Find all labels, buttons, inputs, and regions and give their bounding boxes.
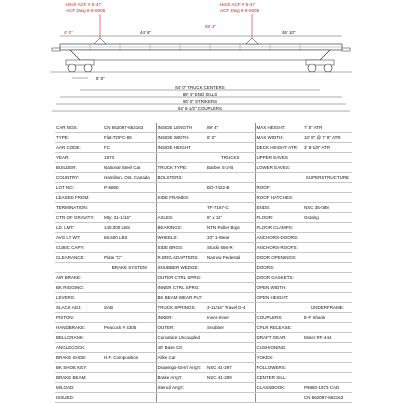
spec-cell bbox=[103, 383, 156, 393]
spec-cell: Plate "C" bbox=[103, 253, 156, 263]
spec-cell: Drawings-Gen'l Arrg't: bbox=[156, 363, 206, 373]
dim-truck-centers: 84' 0" TRUCK CENTERS bbox=[175, 85, 225, 90]
center-sill bbox=[70, 50, 330, 60]
spec-cell: BK RIGGING: bbox=[55, 283, 103, 293]
spec-cell bbox=[103, 243, 156, 253]
spec-cell: CTR OF GRAVITY: bbox=[55, 213, 103, 223]
dim-strikers: 90' 0" STRIKERS bbox=[182, 99, 218, 104]
spec-cell: ROOF HATCHES: bbox=[255, 193, 303, 203]
spec-row bbox=[55, 263, 352, 273]
spec-cell: LEASED FROM: bbox=[55, 193, 103, 203]
spec-cell bbox=[156, 153, 206, 163]
spec-cell: CN 662097-662163 bbox=[103, 123, 156, 133]
spec-cell: DECK HEIGHT ATR: bbox=[255, 143, 303, 153]
spec-cell: LOT NO: bbox=[55, 183, 103, 193]
spec-cell bbox=[206, 263, 255, 273]
spec-cell: LD. LMT: bbox=[55, 223, 103, 233]
spec-cell bbox=[303, 243, 352, 253]
spec-cell bbox=[206, 353, 255, 363]
spec-cell bbox=[103, 273, 156, 283]
dim-truck-wheelbase: 5' 8" bbox=[96, 76, 105, 81]
spec-row bbox=[55, 343, 352, 353]
spec-cell: INSIDE LENGTH bbox=[156, 123, 206, 133]
spec-cell: BUILDER: bbox=[55, 163, 103, 173]
spec-cell: ENDS: bbox=[255, 203, 303, 213]
spec-cell: Hamilton, Ont, Canada bbox=[103, 173, 156, 183]
spec-cell bbox=[103, 283, 156, 293]
spec-cell bbox=[156, 203, 206, 213]
spec-cell bbox=[303, 233, 352, 243]
spec-cell: 66,500 LBS bbox=[103, 233, 156, 243]
spec-cell bbox=[303, 193, 352, 203]
spec-cell: BEARINGS: bbox=[156, 223, 206, 233]
spec-cell: YOKES: bbox=[255, 353, 303, 363]
spec-cell bbox=[206, 293, 255, 303]
spec-row bbox=[55, 273, 352, 283]
spec-cell: CN 662097-662163 bbox=[303, 393, 352, 403]
spec-row bbox=[55, 373, 352, 383]
spec-cell: LEVERS: bbox=[55, 293, 103, 303]
spec-cell: TF-7167-C bbox=[206, 203, 255, 213]
spec-cell: ISSUED: bbox=[55, 393, 103, 403]
spec-cell: SIDE BRGS: bbox=[156, 243, 206, 253]
spec-cell: BO-7422-B bbox=[206, 183, 255, 193]
car-side-elevation bbox=[0, 0, 400, 122]
spec-cell: DOORS: bbox=[255, 263, 303, 273]
spec-cell bbox=[103, 203, 156, 213]
spec-cell: FLOOR CLAMPS: bbox=[255, 223, 303, 233]
spec-cell: SIDE FRAMES: bbox=[156, 193, 206, 203]
spec-cell: ROOF: bbox=[255, 183, 303, 193]
spec-row bbox=[55, 163, 352, 173]
spec-row bbox=[55, 243, 352, 253]
spec-cell bbox=[103, 333, 156, 343]
spec-cell: Mty: 31-1/16" bbox=[103, 213, 156, 223]
spec-cell: INNER CTRL SPRG: bbox=[156, 283, 206, 293]
spec-cell: 1973 bbox=[103, 153, 156, 163]
spec-row bbox=[55, 323, 352, 333]
spec-cell: CUBIC CAPY: bbox=[55, 243, 103, 253]
spec-cell bbox=[55, 263, 103, 273]
spec-cell bbox=[303, 253, 352, 263]
spec-row bbox=[55, 173, 352, 183]
spec-cell: 10' 8" @ 7' 8" ATR bbox=[303, 133, 352, 143]
spec-cell: 6" x 11" bbox=[206, 213, 255, 223]
spec-cell: CLASSBOOK: bbox=[255, 383, 303, 393]
spec-cell bbox=[206, 283, 255, 293]
spec-cell: 40' Base Ctr bbox=[156, 343, 206, 353]
spec-cell: P6860-1973 CAD bbox=[303, 383, 352, 393]
spec-cell bbox=[255, 393, 303, 403]
spec-cell: 3' 8-1/8" ATR bbox=[303, 143, 352, 153]
spec-cell: BRAKE SHOE: bbox=[55, 353, 103, 363]
spec-cell bbox=[303, 363, 352, 373]
dim-couplers: 92' 8-1/2" COUPLERS bbox=[178, 106, 222, 111]
spec-cell: Snubber bbox=[206, 323, 255, 333]
coupler-right bbox=[342, 48, 350, 51]
spec-cell: YEAR: bbox=[55, 153, 103, 163]
spec-cell: SUPERSTRUCTURE bbox=[303, 173, 352, 183]
spec-cell bbox=[156, 393, 206, 403]
spec-row bbox=[55, 203, 352, 213]
spec-cell: Miner RF-444 bbox=[303, 333, 352, 343]
spec-cell bbox=[206, 173, 255, 183]
spec-cell: Narrow Pedestal bbox=[206, 253, 255, 263]
spec-cell: DOOR OPENINGS: bbox=[255, 253, 303, 263]
spec-cell bbox=[103, 293, 156, 303]
spec-cell: OPEN WIDTH: bbox=[255, 283, 303, 293]
spec-cell: 7' 5" ATR bbox=[303, 123, 352, 133]
spec-cell: CAR NOS: bbox=[55, 123, 103, 133]
spec-table-body bbox=[55, 123, 352, 403]
spec-cell bbox=[206, 393, 255, 403]
spec-cell bbox=[303, 263, 352, 273]
spec-cell: 3-11/16" Travel D-4 bbox=[206, 303, 255, 313]
spec-cell bbox=[303, 223, 352, 233]
spec-cell: OPEN HEIGHT: bbox=[255, 293, 303, 303]
spec-cell: FLOOR: bbox=[255, 213, 303, 223]
spec-cell: National Steel Car bbox=[103, 163, 156, 173]
spec-cell: COUPLERS: bbox=[255, 313, 303, 323]
spec-cell bbox=[303, 343, 352, 353]
spec-row bbox=[55, 333, 352, 343]
spec-cell bbox=[255, 173, 303, 183]
spec-cell: Curvature Uncoupled bbox=[156, 333, 206, 343]
spec-cell bbox=[303, 323, 352, 333]
spec-row bbox=[55, 303, 352, 313]
spec-cell: BK BEAM WEAR PLT: bbox=[156, 293, 206, 303]
spec-row bbox=[55, 233, 352, 243]
spec-table bbox=[55, 123, 352, 403]
spec-cell: NTN Roller Brgs bbox=[206, 223, 255, 233]
spec-cell: CPLR RELEASE: bbox=[255, 323, 303, 333]
spec-cell bbox=[303, 183, 352, 193]
spec-cell: BK SHOE KEY: bbox=[55, 363, 103, 373]
spec-cell bbox=[303, 373, 352, 383]
spec-cell: INSIDE HEIGHT bbox=[156, 143, 206, 153]
spec-cell: CLEARANCE: bbox=[55, 253, 103, 263]
hitch-2 bbox=[246, 38, 258, 44]
spec-cell: MAX HEIGHT: bbox=[255, 123, 303, 133]
spec-cell: HANDBRAKE: bbox=[55, 323, 103, 333]
spec-cell: Peacock # 4305 bbox=[103, 323, 156, 333]
spec-cell: OUTER CTRL SPRG: bbox=[156, 273, 206, 283]
dim-end-sills: 89' 4" END SILLS bbox=[182, 92, 218, 97]
spec-cell: PISTON: bbox=[55, 313, 103, 323]
spec-cell: 140,000 LBS bbox=[103, 223, 156, 233]
hitch-label-2: Hitch ACF # 5-47 bbox=[220, 2, 255, 7]
spec-cell: ANCHORS-ROOFS: bbox=[255, 243, 303, 253]
spec-row bbox=[55, 123, 352, 133]
dim-hitch-end: 36' 10" bbox=[282, 30, 296, 35]
spec-cell: FC bbox=[103, 143, 156, 153]
spec-cell: M/LOAD: bbox=[55, 383, 103, 393]
spec-cell bbox=[206, 343, 255, 353]
spec-cell bbox=[303, 353, 352, 363]
spec-cell: UNDERFRAME: bbox=[303, 303, 352, 313]
spec-row bbox=[55, 213, 352, 223]
spec-cell: TRUCKS bbox=[206, 153, 255, 163]
spec-cell bbox=[103, 343, 156, 353]
spec-row bbox=[55, 363, 352, 373]
spec-cell: P-6860 bbox=[103, 183, 156, 193]
spec-cell: INSIDE WIDTH bbox=[156, 133, 206, 143]
dim-hitch-spacing: 44' 6" bbox=[140, 30, 151, 35]
spec-cell: BOLSTERS: bbox=[156, 173, 206, 183]
spec-cell: AAR CODE: bbox=[55, 143, 103, 153]
spec-cell bbox=[206, 143, 255, 153]
spec-cell: AIR BRAKE: bbox=[55, 273, 103, 283]
spec-cell: TERMINATION: bbox=[55, 203, 103, 213]
spec-cell bbox=[303, 153, 352, 163]
spec-cell: Inner-Inner bbox=[206, 313, 255, 323]
spec-row bbox=[55, 293, 352, 303]
spec-cell: DOOR GASKETS: bbox=[255, 273, 303, 283]
spec-cell bbox=[303, 273, 352, 283]
spec-cell: H.F. Composition bbox=[103, 353, 156, 363]
spec-cell: Flat-TOFC-89 bbox=[103, 133, 156, 143]
spec-cell: CENTER SILL: bbox=[255, 373, 303, 383]
hitch-dwg-2: ACF Dwg 6-8-5065 bbox=[220, 8, 260, 13]
spec-row bbox=[55, 193, 352, 203]
spec-cell: WHEELS: bbox=[156, 233, 206, 243]
coupler-left bbox=[52, 48, 60, 51]
spec-cell bbox=[206, 383, 255, 393]
spec-cell bbox=[206, 273, 255, 283]
spec-cell: BRAKE SYSTEM bbox=[103, 263, 156, 273]
spec-cell: E-F Shank bbox=[303, 313, 352, 323]
spec-row bbox=[55, 313, 352, 323]
spec-cell bbox=[103, 393, 156, 403]
spec-row bbox=[55, 223, 352, 233]
spec-cell: ANCHORS-DOORS: bbox=[255, 233, 303, 243]
hitch-label-1: Hitch ACF # 5-47 bbox=[66, 2, 101, 7]
truck-right bbox=[306, 60, 334, 72]
spec-cell: NSC 41-299 bbox=[206, 373, 255, 383]
spec-cell: TYPE: bbox=[55, 133, 103, 143]
spec-cell: ANGLECOCK: bbox=[55, 343, 103, 353]
spec-cell bbox=[303, 163, 352, 173]
spec-cell: INNER: bbox=[156, 313, 206, 323]
spec-cell: TRUCK TYPE: bbox=[156, 163, 206, 173]
spec-row bbox=[55, 153, 352, 163]
spec-cell: MAX WIDTH: bbox=[255, 133, 303, 143]
spec-cell: TRUCK SPRINGS: bbox=[156, 303, 206, 313]
spec-cell: SNUBBER WEDGE: bbox=[156, 263, 206, 273]
spec-cell: COUNTRY: bbox=[55, 173, 103, 183]
spec-cell bbox=[255, 303, 303, 313]
spec-row bbox=[55, 383, 352, 393]
spec-cell: Brake Arrg't: bbox=[156, 373, 206, 383]
dim-overall-top: 89' 4" bbox=[205, 24, 216, 29]
spec-cell: NSC 41-297 bbox=[206, 363, 255, 373]
spec-cell: 33" 1-Wear bbox=[206, 233, 255, 243]
spec-cell: BELLCRANK: bbox=[55, 333, 103, 343]
spec-cell: BRAKE BEAM: bbox=[55, 373, 103, 383]
spec-cell bbox=[156, 183, 206, 193]
spec-cell: AXLES: bbox=[156, 213, 206, 223]
spec-cell: Alike Car bbox=[156, 353, 206, 363]
spec-cell: Barber S-2-B bbox=[206, 163, 255, 173]
truck-left bbox=[66, 60, 94, 72]
hitch-dwg-1: ACF Dwg 6-8-5065 bbox=[66, 8, 106, 13]
spec-cell: UPPER EAVES bbox=[255, 153, 303, 163]
spec-cell: 8' 0" bbox=[206, 133, 255, 143]
spec-row bbox=[55, 143, 352, 153]
spec-cell: NSC 35-088 bbox=[303, 203, 352, 213]
spec-cell: CUSHIONING: bbox=[255, 343, 303, 353]
spec-cell bbox=[103, 363, 156, 373]
spec-cell bbox=[103, 313, 156, 323]
spec-cell bbox=[303, 293, 352, 303]
spec-cell bbox=[303, 283, 352, 293]
spec-cell bbox=[103, 373, 156, 383]
spec-cell: AVG LT WT: bbox=[55, 233, 103, 243]
spec-row bbox=[55, 183, 352, 193]
spec-row bbox=[55, 393, 352, 403]
spec-cell: Stencil Arrg't: bbox=[156, 383, 206, 393]
spec-cell: DRAFT GEAR: bbox=[255, 333, 303, 343]
hitch-1 bbox=[94, 38, 106, 44]
spec-row bbox=[55, 283, 352, 293]
spec-cell: SAB bbox=[103, 303, 156, 313]
spec-cell: Stucki 656-R bbox=[206, 243, 255, 253]
spec-cell: OUTER: bbox=[156, 323, 206, 333]
spec-cell: 89' 4" bbox=[206, 123, 255, 133]
spec-cell: R.BRG.ADAPTERS: bbox=[156, 253, 206, 263]
spec-cell bbox=[206, 193, 255, 203]
spec-row bbox=[55, 253, 352, 263]
dim-hitch-offset: 4' 0" bbox=[64, 30, 73, 35]
spec-row bbox=[55, 353, 352, 363]
spec-cell: Grating bbox=[303, 213, 352, 223]
spec-row bbox=[55, 133, 352, 143]
spec-cell bbox=[103, 193, 156, 203]
spec-cell: LOWER EAVES: bbox=[255, 163, 303, 173]
spec-cell bbox=[206, 333, 255, 343]
spec-cell: FOLLOWERS: bbox=[255, 363, 303, 373]
spec-cell: SLACK ADJ: bbox=[55, 303, 103, 313]
